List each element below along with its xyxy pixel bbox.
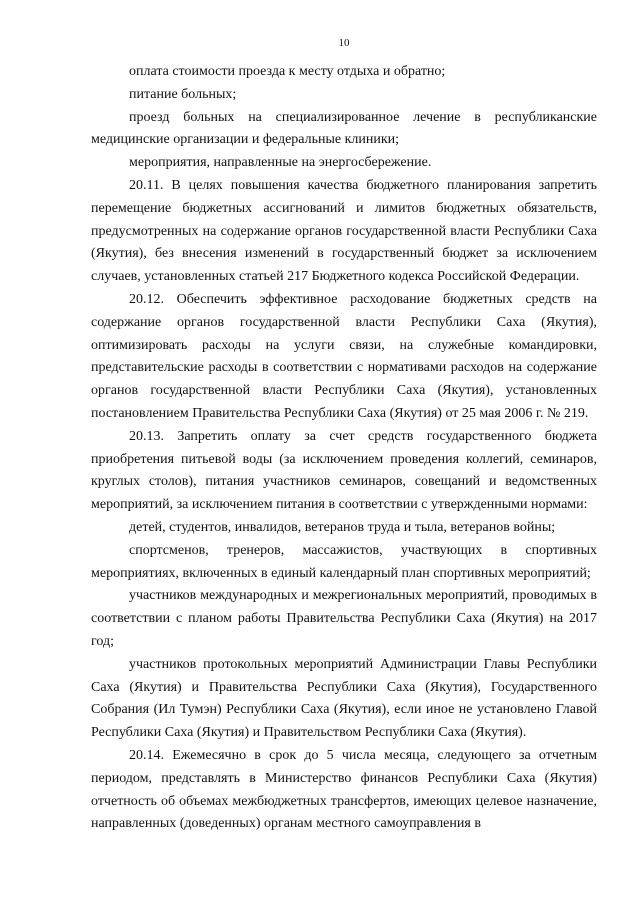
paragraph-patient-nutrition: питание больных;	[129, 86, 237, 102]
paragraph-patient-travel: проезд больных на специализированное лечение в республиканские медицинские организации и федеральные клиники;	[91, 109, 597, 148]
paragraph-athletes: спортсменов, тренеров, массажистов, участвующих в спортивных мероприятиях, включенных в единый календарный план спортивных мероприятий;	[91, 542, 597, 581]
paragraph-20-11: 20.11. В целях повышения качества бюджетного планирования запретить перемещение бюджетных ассигнований и лимитов бюджетных обязательств, предусмотренных на содержание органов государственной власти Республики Саха (Якутия), без внесения изменений в государственный бюджет за исключением случаев, установленных статьей 217 Бюджетного кодекса Российской Федерации.	[91, 177, 597, 285]
paragraph-energy-saving: мероприятия, направленные на энергосбережение.	[129, 155, 432, 171]
paragraph-20-12: 20.12. Обеспечить эффективное расходование бюджетных средств на содержание органов государственной власти Республики Саха (Якутия), оптимизировать расходы на услуги связи, на служебные командировки, представительские расходы в соответствии с нормативами расходов на содержание органов государственной власти Республики Саха (Якутия), установленных постановлением Правительства Республики Саха (Якутия) от 25 мая 2006 г. № 219.	[91, 291, 597, 421]
paragraph-international-events: участников международных и межрегиональных мероприятий, проводимых в соответствии с планом работы Правительства Республики Саха (Якутия) на 2017 год;	[91, 588, 597, 649]
page-number: 10	[338, 37, 350, 49]
paragraph-protocol-events: участников протокольных мероприятий Администрации Главы Республики Саха (Якутия) и Правительства Республики Саха (Якутия), Государственного Собрания (Ил Тумэн) Республики Саха (Якутия), если иное не установлено Главой Республики Саха (Якутия) и Правительством Республики Саха (Якутия).	[91, 656, 597, 741]
paragraph-travel-payment: оплата стоимости проезда к месту отдыха и обратно;	[129, 64, 446, 79]
paragraph-20-14: 20.14. Ежемесячно в срок до 5 числа месяца, следующего за отчетным периодом, представлять в Министерство финансов Республики Саха (Якутия) отчетность об объемах межбюджетных трансфертов, имеющих целевое назначение, направленных (доведенных) органам местного самоуправления в	[91, 747, 597, 832]
paragraph-20-13: 20.13. Запретить оплату за счет средств государственного бюджета приобретения питьевой воды (за исключением проведения коллегий, семинаров, круглых столов), питания участников семинаров, совещаний и ведомственных мероприятий, за исключением питания в соответствии с утвержденными нормами:	[91, 428, 597, 513]
paragraph-children-students: детей, студентов, инвалидов, ветеранов труда и тыла, ветеранов войны;	[129, 519, 556, 535]
